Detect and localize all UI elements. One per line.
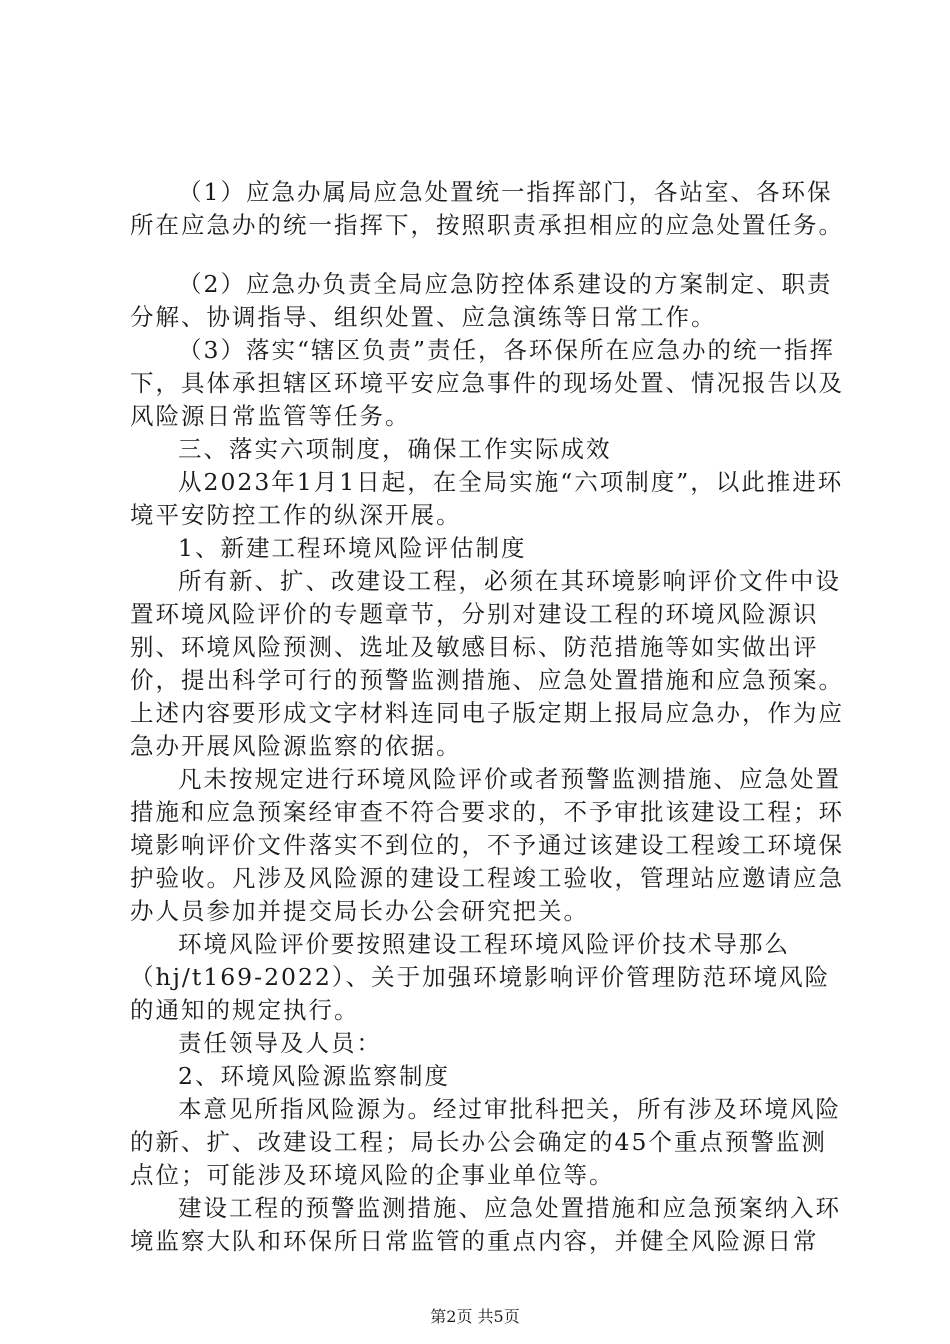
responsibility-line: 责任领导及人员： xyxy=(178,1029,382,1057)
paragraph-1: （1）应急办属局应急处置统一指挥部门，各站室、各环保所在应急办的统一指挥下，按照职责承担相应的应急处置任务。 xyxy=(130,178,844,239)
paragraph-12: 本意见所指风险源为。经过审批科把关，所有涉及环境风险的新、扩、改建设工程；局长办公会确定的45个重点预警监测点位；可能涉及环境风险的企事业单位等。 xyxy=(130,1095,841,1189)
paragraph-13: 建设工程的预警监测措施、应急处置措施和应急预案纳入环境监察大队和环保所日常监管的重点内容，并健全风险源日常 xyxy=(130,1194,841,1255)
paragraph-2: （2）应急办负责全局应急防控体系建设的方案制定、职责分解、协调指导、组织处置、应急演练等日常工作。 xyxy=(130,270,833,331)
page-number-footer: 第2页 共5页 xyxy=(430,1307,520,1326)
paragraph-7: 所有新、扩、改建设工程，必须在其环境影响评价文件中设置环境风险评价的专题章节，分别对建设工程的环境风险源识别、环境风险预测、选址及敏感目标、防范措施等如实做出评价，提出科学可行的预警监测措施、应急处置措施和应急预案。上述内容要形成文字材料连同电子版定期上报局应急办，作为应急办开展风险源监察的依据。 xyxy=(130,567,844,760)
subheading-2: 2、环境风险源监察制度 xyxy=(178,1062,450,1090)
section-heading-3: 三、落实六项制度，确保工作实际成效 xyxy=(178,435,612,463)
paragraph-8: 凡未按规定进行环境风险评价或者预警监测措施、应急处置措施和应急预案经审查不符合要求的，不予审批该建设工程；环境影响评价文件落实不到位的，不予通过该建设工程竣工环境保护验收。凡涉及风险源的建设工程竣工验收，管理站应邀请应急办人员参加并提交局长办公会研究把关。 xyxy=(130,765,844,925)
paragraph-5: 从2023年1月1日起，在全局实施“六项制度”，以此推进环境平安防控工作的纵深开展。 xyxy=(130,468,844,529)
body-block-2 xyxy=(130,268,850,1258)
body-block-1 xyxy=(130,176,850,242)
paragraph-9: 环境风险评价要按照建设工程环境风险评价技术导那么（hj/t169-2022）、关于加强环境影响评价管理防范环境风险的通知的规定执行。 xyxy=(130,930,831,1024)
subheading-1: 1、新建工程环境风险评估制度 xyxy=(178,534,527,562)
paragraph-3: （3）落实“辖区负责”责任，各环保所在应急办的统一指挥下，具体承担辖区环境平安应急事件的现场处置、情况报告以及风险源日常监管等任务。 xyxy=(130,336,844,430)
